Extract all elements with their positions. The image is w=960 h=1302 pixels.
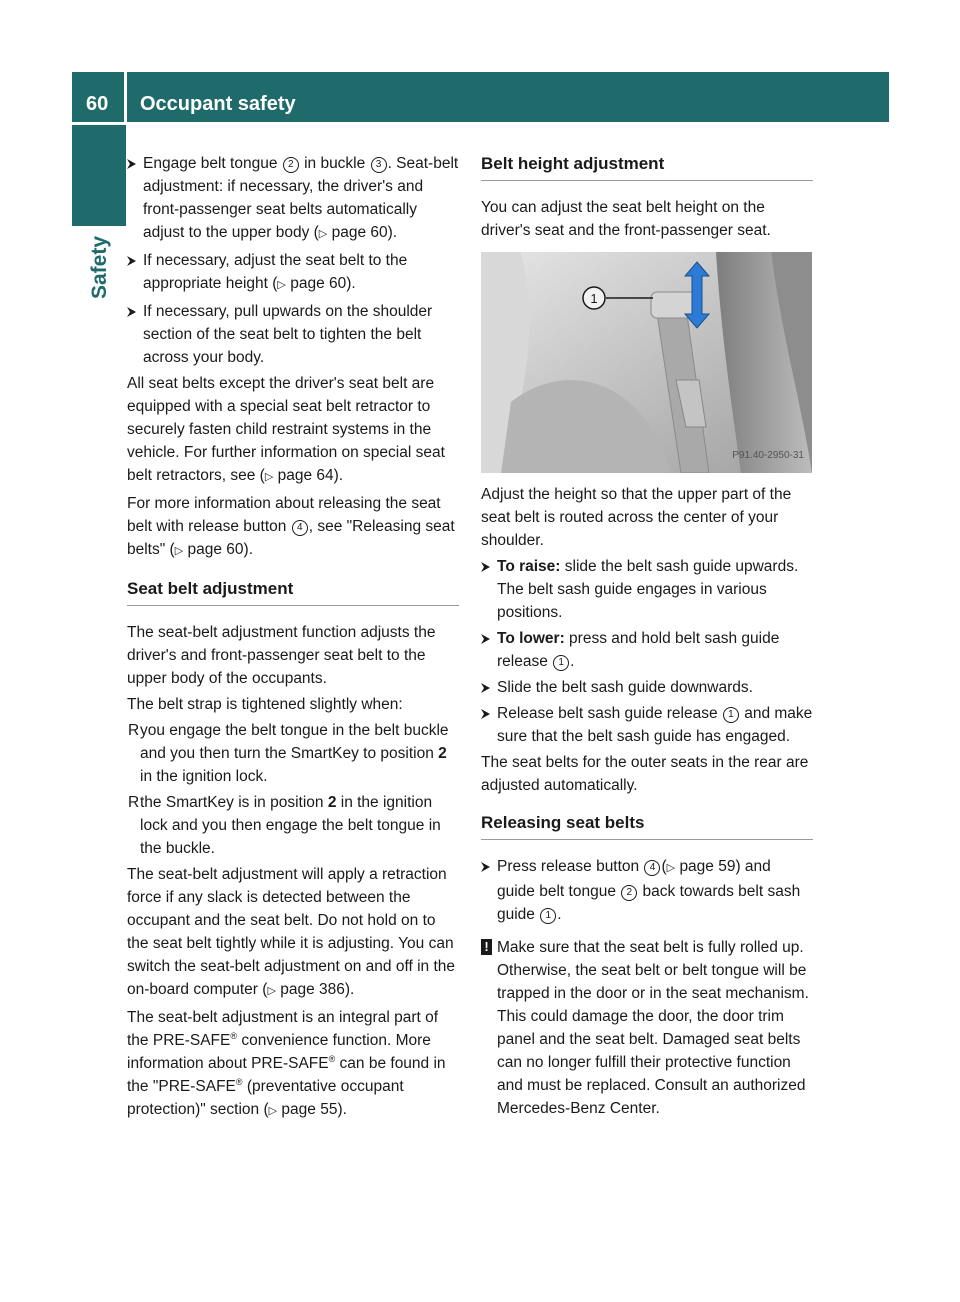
side-tab-block xyxy=(72,125,126,226)
paragraph: You can adjust the seat belt height on the driver's seat and the front-passenger seat. xyxy=(481,199,771,239)
page-title: Occupant safety xyxy=(140,93,296,115)
page-ref-link[interactable]: page 60 xyxy=(187,541,244,558)
x-arrow-icon xyxy=(127,159,136,169)
left-column xyxy=(127,152,459,1126)
section-side-label: Safety xyxy=(88,236,111,300)
triangle-ref-icon: ▷ xyxy=(264,471,274,483)
step-item: Release belt sash guide release 1 and make sure that the belt sash guide has engaged. xyxy=(481,702,813,748)
callout-number: 1 xyxy=(540,908,556,924)
figure-code: P91.40-2950-31 xyxy=(732,450,804,461)
paragraph: For more information about releasing the seat belt with release button 4 , see "Releasing seat belts" (▷ page 60). xyxy=(127,495,455,558)
belt-height-figure xyxy=(481,252,812,473)
callout-number: 2 xyxy=(621,885,637,901)
step-item: Press release button 4 (▷ page 59) and guide belt tongue 2 back towards belt sash guide 1 . xyxy=(481,855,813,926)
triangle-ref-icon: ▷ xyxy=(268,1105,278,1117)
page-ref-link[interactable]: page 60 xyxy=(331,224,388,241)
warning-icon: ! xyxy=(481,939,492,955)
section-heading: Releasing seat belts xyxy=(481,811,813,840)
callout-number: 4 xyxy=(644,860,660,876)
callout-number: 3 xyxy=(371,157,387,173)
step-item: Engage belt tongue 2 in buckle 3 . Seat-belt adjustment: if necessary, the driver's and front-passenger seat belts automatically adjust to the upper body (▷ page 60). xyxy=(127,152,459,246)
page-ref-link[interactable]: page 386 xyxy=(280,981,345,998)
triangle-ref-icon: ▷ xyxy=(666,862,676,874)
paragraph: The seat-belt adjustment function adjusts the driver's and front-passenger seat belt to the upper body of the occupants. xyxy=(127,624,436,687)
triangle-ref-icon: ▷ xyxy=(267,985,276,997)
triangle-ref-icon: ▷ xyxy=(174,545,184,557)
callout-number: 1 xyxy=(553,655,569,671)
bullet-item: R you engage the belt tongue in the belt buckle and you then turn the SmartKey to position 2 in the ignition lock. xyxy=(127,719,459,788)
callout-number: 4 xyxy=(292,520,308,536)
paragraph: The seat-belt adjustment will apply a retraction force if any slack is detected between the occupant and the seat belt. Do not hold on to the seat belt tightly while it is adjusting. You can switch the seat-belt adjustment on and off in the on-board computer (▷ page 386). xyxy=(127,866,455,998)
page-ref-link[interactable]: page 59 xyxy=(679,858,736,875)
seat-belt-illustration xyxy=(481,252,812,473)
step-item: If necessary, pull upwards on the shoulder section of the seat belt to tighten the belt across your body. xyxy=(127,300,459,369)
paragraph: The seat-belt adjustment is an integral part of the PRE-SAFE® convenience function. More information about PRE-SAFE® can be found in the "PRE-SAFE® (preventative occupant protection)" section (▷ page 55). xyxy=(127,1009,446,1118)
x-arrow-icon xyxy=(481,683,490,693)
page-ref-link[interactable]: page 60 xyxy=(290,275,347,292)
page-ref-link[interactable]: page 64 xyxy=(277,467,334,484)
callout-number: 2 xyxy=(283,157,299,173)
step-item: To raise: slide the belt sash guide upwards. The belt sash guide engages in various positions. xyxy=(481,555,813,624)
callout-number: 1 xyxy=(723,707,739,723)
paragraph: The belt strap is tightened slightly when: xyxy=(127,696,403,713)
bullet-marker: R xyxy=(128,722,140,739)
figure-callout: 1 xyxy=(590,291,598,306)
paragraph: All seat belts except the driver's seat belt are equipped with a special seat belt retractor to securely fasten child restraint systems in the vehicle. For further information on special seat belt retractors, see (▷ page 64). xyxy=(127,375,445,484)
x-arrow-icon xyxy=(481,709,490,719)
page-ref-link[interactable]: page 55 xyxy=(281,1101,338,1118)
section-heading: Seat belt adjustment xyxy=(127,577,459,606)
warning-note: ! Make sure that the seat belt is fully rolled up. Otherwise, the seat belt or belt tongue will be trapped in the door or in the seat mechanism. This could damage the door, the door trim panel and the seat belt. Damaged seat belts can no longer fulfill their protective function and must be replaced. Consult an authorized Mercedes-Benz Center. xyxy=(481,936,813,1120)
paragraph: Adjust the height so that the upper part of the seat belt is routed across the center of your shoulder. xyxy=(481,486,792,549)
bullet-item: R the SmartKey is in position 2 in the ignition lock and you then engage the belt tongue in the buckle. xyxy=(127,791,459,860)
right-column xyxy=(481,152,813,1120)
x-arrow-icon xyxy=(481,562,490,572)
triangle-ref-icon: ▷ xyxy=(277,279,286,291)
x-arrow-icon xyxy=(127,256,136,266)
paragraph: The seat belts for the outer seats in the rear are adjusted automatically. xyxy=(481,754,809,794)
step-item: To lower: press and hold belt sash guide release 1 . xyxy=(481,627,813,673)
step-item: Slide the belt sash guide downwards. xyxy=(481,676,813,699)
step-item: If necessary, adjust the seat belt to the appropriate height (▷ page 60). xyxy=(127,249,459,297)
x-arrow-icon xyxy=(481,634,490,644)
x-arrow-icon xyxy=(127,307,136,317)
section-heading: Belt height adjustment xyxy=(481,152,813,181)
header-divider xyxy=(124,72,127,122)
bullet-marker: R xyxy=(128,794,140,811)
x-arrow-icon xyxy=(481,862,490,872)
triangle-ref-icon: ▷ xyxy=(318,228,328,240)
page-number: 60 xyxy=(86,93,109,115)
